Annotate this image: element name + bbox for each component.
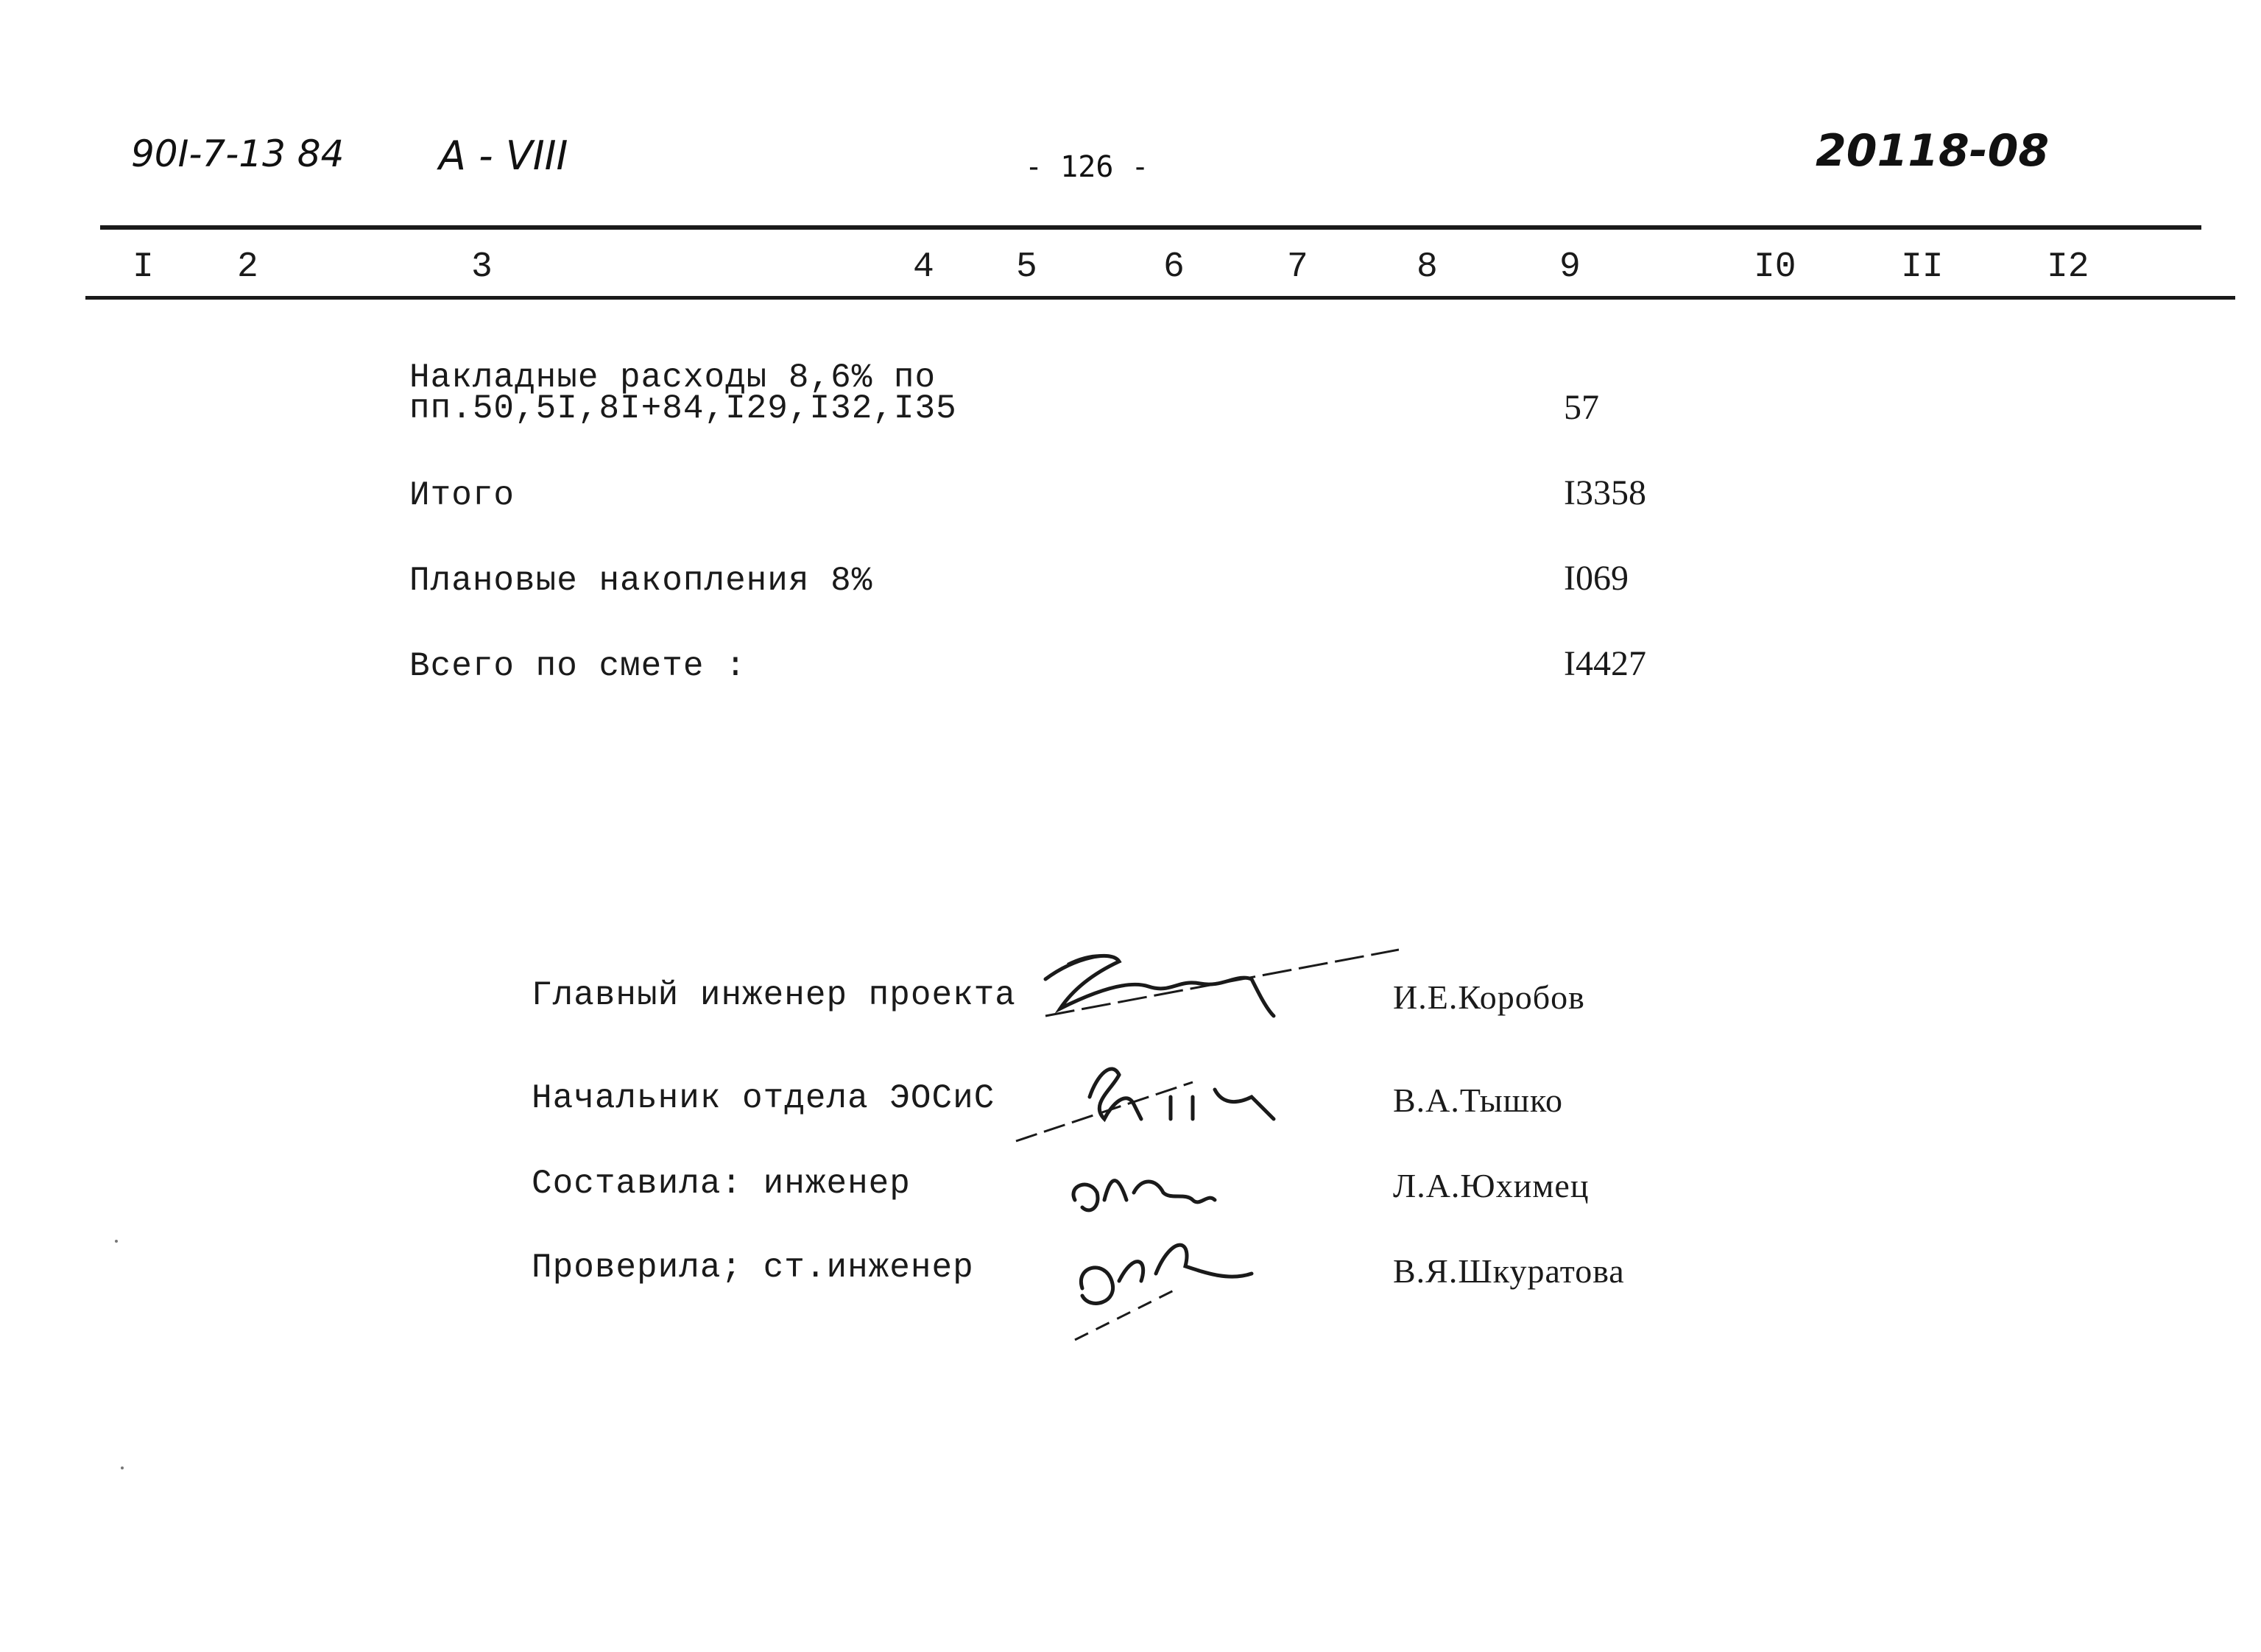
signature-mark-checker — [1060, 1222, 1281, 1347]
sheet-label: A - VIII — [439, 133, 568, 179]
document-code: 90I-7-13 84 — [131, 133, 345, 175]
row-overhead-line2: пп.50,5I,8I+84,I29,I32,I35 — [409, 389, 957, 428]
table-header-rule — [85, 296, 2235, 300]
column-header-4: 4 — [913, 247, 934, 287]
row-overhead-line1: Накладные расходы 8,6% по — [409, 359, 937, 397]
column-header-3: 3 — [471, 247, 493, 287]
signature-name-compiler: Л.А.Юхимец — [1393, 1167, 1590, 1204]
row-overhead-value: 57 — [1564, 388, 1599, 427]
signature-mark-department-head — [1001, 1045, 1296, 1148]
signature-name-department-head: В.А.Тышко — [1393, 1081, 1564, 1119]
table-top-rule — [100, 225, 2201, 230]
signature-mark-compiler — [1060, 1148, 1222, 1222]
column-header-1: I — [133, 247, 154, 287]
row-subtotal-value: I3358 — [1564, 473, 1646, 512]
row-total-label: Всего по смете : — [409, 647, 747, 685]
column-header-8: 8 — [1417, 247, 1438, 287]
column-header-9: 9 — [1559, 247, 1581, 287]
signature-name-chief-engineer: И.Е.Коробов — [1393, 978, 1585, 1016]
signature-role-chief-engineer: Главный инженер проекта — [532, 976, 1016, 1014]
signature-role-checker: Проверила; ст.инженер — [532, 1249, 974, 1287]
signature-mark-chief-engineer — [1001, 935, 1399, 1038]
column-header-6: 6 — [1163, 247, 1185, 287]
column-header-2: 2 — [237, 247, 258, 287]
signature-name-checker: В.Я.Шкуратова — [1393, 1252, 1625, 1290]
document-number: 20118-08 — [1816, 125, 2050, 177]
column-header-10: I0 — [1754, 247, 1796, 287]
signature-role-department-head: Начальник отдела ЭОСиС — [532, 1079, 995, 1118]
signature-role-compiler: Составила: инженер — [532, 1165, 911, 1203]
column-header-11: II — [1901, 247, 1944, 287]
row-total-value: I4427 — [1564, 644, 1646, 683]
scan-speck — [115, 1240, 118, 1243]
scan-speck — [121, 1466, 124, 1469]
column-header-7: 7 — [1287, 247, 1308, 287]
column-header-5: 5 — [1016, 247, 1037, 287]
row-planned-savings-value: I069 — [1564, 559, 1629, 598]
page-number: - 126 - — [1025, 150, 1149, 184]
row-subtotal-label: Итого — [409, 476, 515, 515]
column-header-12: I2 — [2047, 247, 2089, 287]
row-planned-savings-label: Плановые накопления 8% — [409, 562, 873, 600]
